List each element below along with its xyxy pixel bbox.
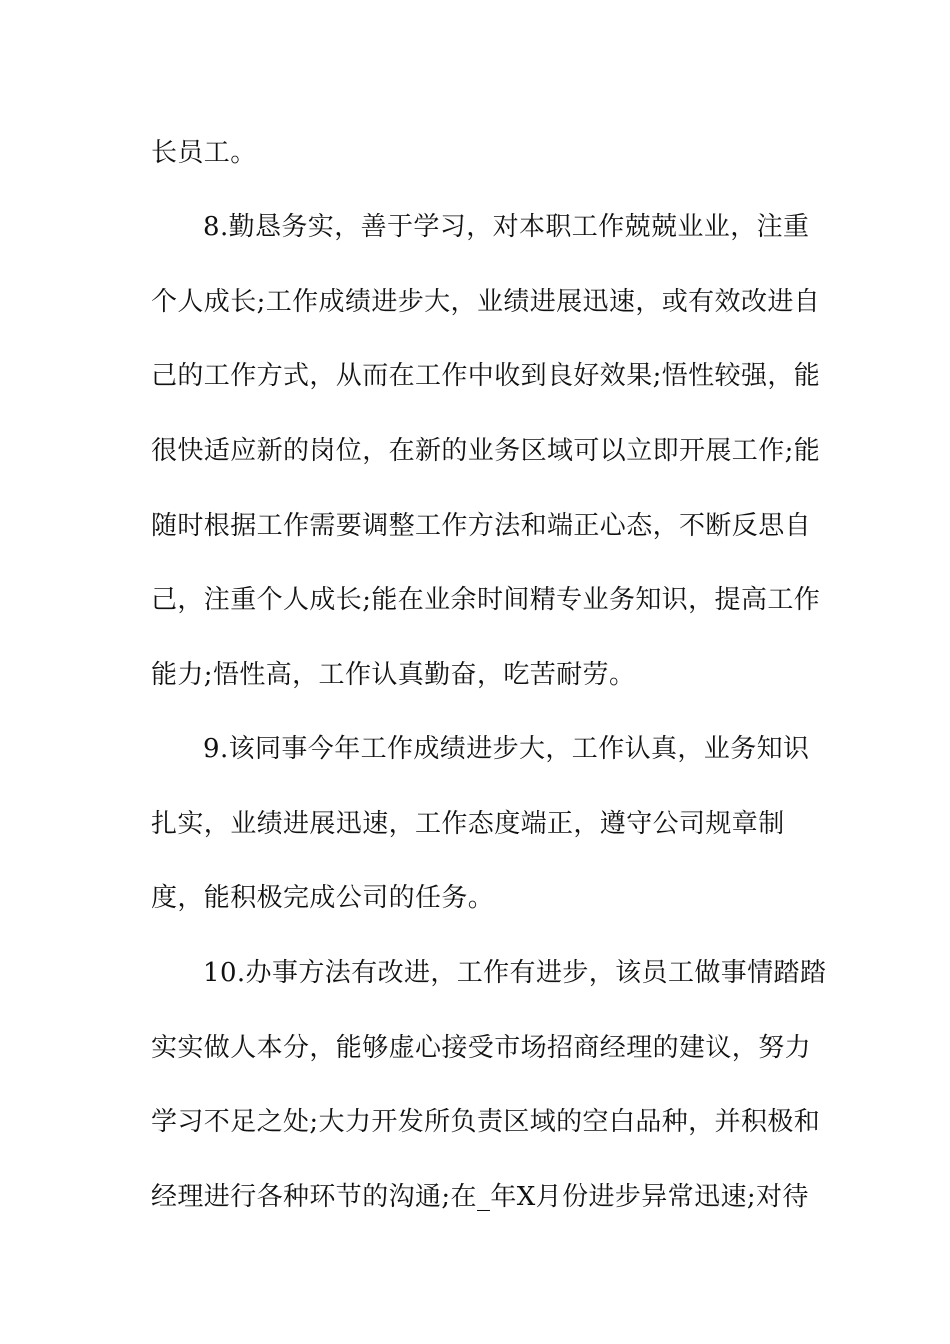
text-line: 经理进行各种环节的沟通;在_年X月份进步异常迅速;对待 <box>151 1182 809 1212</box>
text-line: 己的工作方式，从而在工作中收到良好效果;悟性较强，能 <box>151 361 821 391</box>
text-line: 长员工。 <box>151 138 257 168</box>
text-line: 己，注重个人成长;能在业余时间精专业务知识，提高工作 <box>151 585 821 615</box>
text-line: 实实做人本分，能够虚心接受市场招商经理的建议，努力 <box>151 1033 812 1063</box>
paragraph-10-first-line: 10.办事方法有改进，工作有进步，该员工做事情踏踏 <box>203 958 827 988</box>
text-line: 很快适应新的岗位，在新的业务区域可以立即开展工作;能 <box>151 436 821 466</box>
text-line: 学习不足之处;大力开发所负责区域的空白品种，并积极和 <box>151 1107 821 1137</box>
text-line: 度，能积极完成公司的任务。 <box>151 883 495 913</box>
text-line: 扎实，业绩进展迅速，工作态度端正，遵守公司规章制 <box>151 809 785 839</box>
paragraph-9-first-line: 9.该同事今年工作成绩进步大，工作认真，业务知识 <box>203 734 810 764</box>
text-line: 随时根据工作需要调整工作方法和端正心态，不断反思自 <box>151 511 812 541</box>
text-line: 个人成长;工作成绩进步大，业绩进展迅速，或有效改进自 <box>151 287 821 317</box>
paragraph-8-first-line: 8.勤恳务实，善于学习，对本职工作兢兢业业，注重 <box>203 212 810 242</box>
text-line: 能力;悟性高，工作认真勤奋，吃苦耐劳。 <box>151 660 636 690</box>
